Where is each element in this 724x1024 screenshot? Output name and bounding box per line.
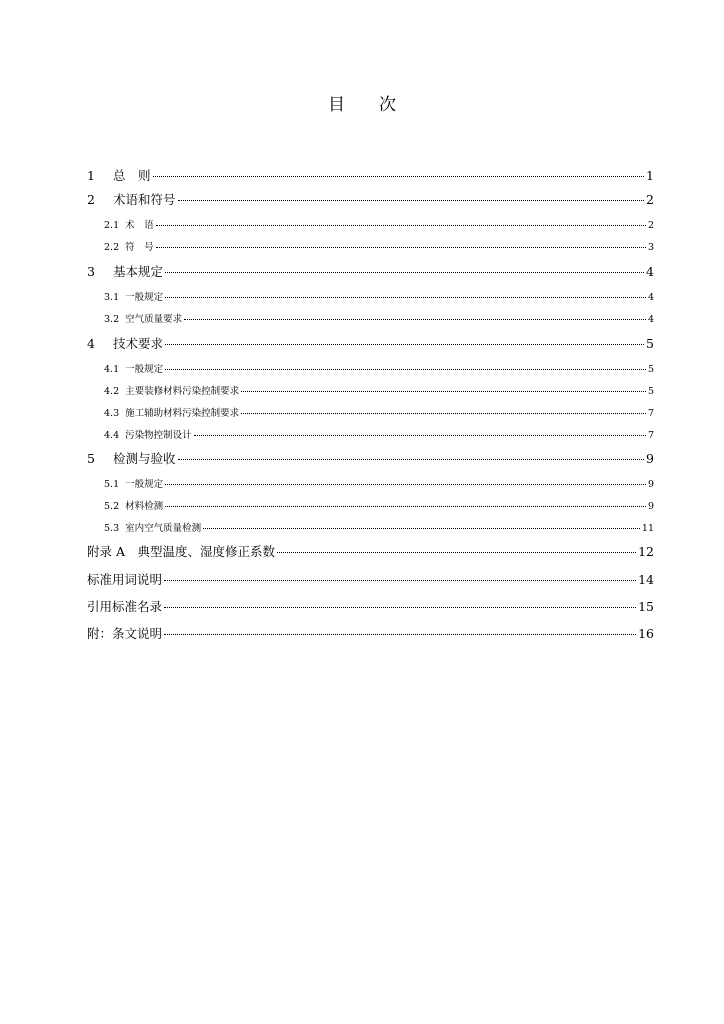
toc-entry xyxy=(104,217,654,231)
toc-entry xyxy=(87,624,654,642)
toc-entry-page-number: 5 xyxy=(647,386,654,397)
dot-leader xyxy=(156,246,646,248)
toc-entry-page-number: 11 xyxy=(641,523,654,534)
toc-entry-page-number: 12 xyxy=(638,544,654,559)
toc-entry-page-number: 4 xyxy=(647,292,654,303)
toc-entry-title: 附录 A 典型温度、湿度修正系数 xyxy=(87,544,276,559)
toc-entry xyxy=(104,361,654,375)
toc-entry-title: 污染物控制设计 xyxy=(125,430,192,441)
toc-entry-page-number: 4 xyxy=(646,264,654,279)
dot-leader xyxy=(184,318,646,320)
toc-entry-title: 术语和符号 xyxy=(113,192,176,207)
dot-leader xyxy=(277,551,636,553)
toc-entry-number: 1 xyxy=(87,168,95,183)
dot-leader xyxy=(165,296,646,298)
toc-entry-page-number: 2 xyxy=(647,220,654,231)
toc-entry-page-number: 1 xyxy=(646,168,654,183)
toc-entry xyxy=(87,449,654,467)
toc-entry-page-number: 16 xyxy=(638,626,654,641)
toc-entry-page-number: 3 xyxy=(647,242,654,253)
toc-entry-title: 一般规定 xyxy=(125,292,164,303)
toc-entry-number: 3 xyxy=(87,264,95,279)
toc-entry-number: 2.2 xyxy=(104,242,120,253)
toc-entry-page-number: 7 xyxy=(647,408,654,419)
toc-entry-number: 5.1 xyxy=(104,479,120,490)
toc-entry xyxy=(104,427,654,441)
toc-entry-page-number: 9 xyxy=(646,451,654,466)
toc-entry-title: 空气质量要求 xyxy=(125,314,183,325)
dot-leader xyxy=(165,505,646,507)
toc-entry xyxy=(104,405,654,419)
toc-entry xyxy=(87,597,654,615)
toc-entry-number: 5.2 xyxy=(104,501,120,512)
toc-entry-title: 施工辅助材料污染控制要求 xyxy=(125,408,240,419)
toc-entry-title: 引用标准名录 xyxy=(87,599,163,614)
toc-entry-page-number: 5 xyxy=(647,364,654,375)
toc-entry-title: 基本规定 xyxy=(113,264,164,279)
toc-entry-number: 4.1 xyxy=(104,364,120,375)
dot-leader xyxy=(156,224,646,226)
title-char-left: 目 xyxy=(328,95,345,115)
dot-leader xyxy=(241,390,646,392)
toc-entry xyxy=(87,190,654,208)
toc-entry-number: 3.1 xyxy=(104,292,120,303)
toc-entry-page-number: 15 xyxy=(638,599,654,614)
toc-entry-title: 技术要求 xyxy=(113,336,164,351)
toc-entry-title: 一般规定 xyxy=(125,479,164,490)
toc-entry-title: 符 号 xyxy=(125,242,154,253)
dot-leader xyxy=(164,579,636,581)
toc-entry xyxy=(104,289,654,303)
toc-entry-title: 主要装修材料污染控制要求 xyxy=(125,386,240,397)
toc-entry xyxy=(104,476,654,490)
dot-leader xyxy=(241,412,646,414)
toc-entry-number: 4.4 xyxy=(104,430,120,441)
toc-entry-number: 4 xyxy=(87,336,95,351)
toc-entry-page-number: 4 xyxy=(647,314,654,325)
toc-entry xyxy=(104,239,654,253)
toc-entry-title: 总 则 xyxy=(113,168,151,183)
toc-entry-page-number: 5 xyxy=(646,336,654,351)
toc-entry-number: 4.2 xyxy=(104,386,120,397)
toc-entry xyxy=(87,262,654,280)
toc-entry-number: 3.2 xyxy=(104,314,120,325)
dot-leader xyxy=(194,434,646,436)
toc-entry xyxy=(87,334,654,352)
dot-leader xyxy=(165,343,644,345)
toc-entry xyxy=(104,311,654,325)
toc-entry-title: 检测与验收 xyxy=(113,451,176,466)
toc-entry-number: 4.3 xyxy=(104,408,120,419)
dot-leader xyxy=(153,175,645,177)
toc-entry xyxy=(87,542,654,560)
toc-entry-number: 2.1 xyxy=(104,220,120,231)
toc-entry-title: 术 语 xyxy=(125,220,154,231)
toc-entry xyxy=(104,383,654,397)
toc-entry xyxy=(87,166,654,184)
toc-entry-page-number: 14 xyxy=(638,572,654,587)
toc-entry-title: 一般规定 xyxy=(125,364,164,375)
toc-entry-page-number: 7 xyxy=(647,430,654,441)
toc-entry-number: 5 xyxy=(87,451,95,466)
dot-leader xyxy=(165,368,646,370)
toc-entry-page-number: 9 xyxy=(647,501,654,512)
dot-leader xyxy=(164,606,636,608)
dot-leader xyxy=(178,458,645,460)
toc-entry xyxy=(104,498,654,512)
title-char-right: 次 xyxy=(379,95,396,115)
toc-entry xyxy=(87,570,654,588)
dot-leader xyxy=(178,199,645,201)
toc-entry-title: 附：条文说明 xyxy=(87,626,163,641)
dot-leader xyxy=(203,527,640,529)
toc-entry xyxy=(104,520,654,534)
toc-entry-number: 5.3 xyxy=(104,523,120,534)
dot-leader xyxy=(164,633,636,635)
toc-entry-title: 标准用词说明 xyxy=(87,572,163,587)
toc-entry-title: 室内空气质量检测 xyxy=(125,523,202,534)
dot-leader xyxy=(165,483,646,485)
toc-entry-page-number: 9 xyxy=(647,479,654,490)
toc-entry-number: 2 xyxy=(87,192,95,207)
page-title xyxy=(0,90,724,115)
toc-entry-page-number: 2 xyxy=(646,192,654,207)
toc-entry-title: 材料检测 xyxy=(125,501,164,512)
dot-leader xyxy=(165,271,644,273)
